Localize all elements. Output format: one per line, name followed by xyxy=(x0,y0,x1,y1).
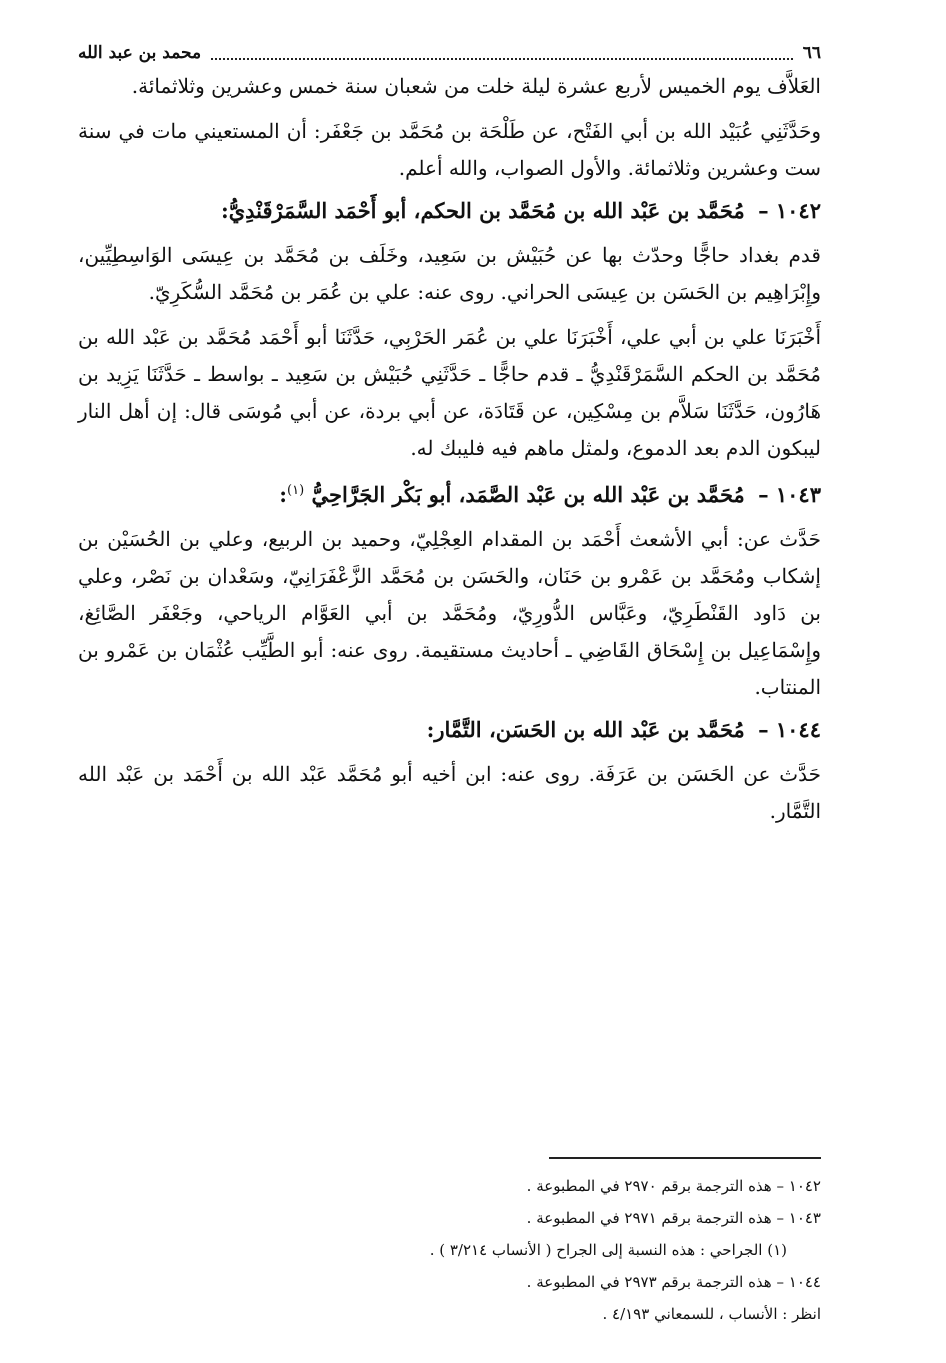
page-number: ٦٦ xyxy=(802,43,821,63)
entry-title: مُحَمَّد بن عَبْد الله بن عَبْد الصَّمَد، أبو بَكْر الجَرَّاحِيُّ xyxy=(311,482,745,507)
entry-title: مُحَمَّد بن عَبْد الله بن مُحَمَّد بن الحكم، أبو أَحْمَد السَّمَرْقَنْدِيُّ: xyxy=(220,198,745,223)
alternate-death-date-paragraph: وحَدَّثَنِي عُبَيْد الله بن أبي الفَتْح، عن طَلْحَة بن مُحَمَّد بن جَعْفَر: أن المستعيني مات في سنة ست وعشرين وثلاثمائة. والأول الصواب، والله أعلم. xyxy=(78,119,821,180)
entry-number: ١٠٤٣ – xyxy=(758,482,821,507)
footnote-line: ١٠٤٢ – هذه الترجمة برقم ٢٩٧٠ في المطبوعة . xyxy=(526,1177,821,1195)
running-head xyxy=(78,38,821,68)
footnote-line: ١٠٤٣ – هذه الترجمة برقم ٢٩٧١ في المطبوعة . xyxy=(526,1209,821,1227)
entry-1042-biography: قدم بغداد حاجًّا وحدّث بها عن حُبَيْش بن سَعِيد، وخَلَف بن مُحَمَّد بن عِيسَى الوَاسِطِيِّين، وإِبْرَاهِيم بن الحَسَن بن عِيسَى الحراني. روى عنه: علي بن عُمَر بن مُحَمَّد السُّكَرِيّ. xyxy=(78,243,821,304)
footnote-divider xyxy=(549,1157,821,1159)
entry-1043-biography: حَدَّث عن: أبي الأشعث أَحْمَد بن المقدام العِجْلِيّ، وحميد بن الربيع، وعلي بن الحُسَيْن بن إشكاب ومُحَمَّد بن عَمْرو بن حَنَان، والحَسَن بن مُحَمَّد الزَّعْفَرَانِيّ، وسَعْدان بن نَصْر، وعلي بن دَاود القَنْطَرِيّ، وعَبَّاس الدُّورِيّ، ومُحَمَّد بن أبي العَوَّام الرياحي، وجَعْفَر الصَّائِغ، وإِسْمَاعِيل بن إِسْحَاق القَاضِي ـ أحاديث مستقيمة. روى عنه: أبو الطَّيِّب عُثْمَان بن عَمْرو بن المنتاب. xyxy=(78,527,821,699)
leader-dots xyxy=(211,46,793,60)
footnote-reference[interactable]: (١) xyxy=(287,483,305,498)
entry-title: مُحَمَّد بن عَبْد الله بن الحَسَن، التَّمَّار: xyxy=(426,717,745,742)
footnote-line: انظر : الأنساب ، للسمعاني ٤/١٩٣ . xyxy=(602,1305,821,1323)
entry-heading-1044 xyxy=(78,710,821,750)
entry-heading-1042 xyxy=(78,191,821,231)
footnote-line: (١) الجراحي : هذه النسبة إلى الجراح ( الأنساب ٣/٢١٤ ) . xyxy=(429,1241,787,1259)
spacer xyxy=(78,311,821,319)
footnote-line: ١٠٤٤ – هذه الترجمة برقم ٢٩٧٣ في المطبوعة . xyxy=(526,1273,821,1291)
entry-number: ١٠٤٤ – xyxy=(758,717,821,742)
footnotes xyxy=(78,1170,821,1330)
entry-1044-biography: حَدَّث عن الحَسَن بن عَرَفَة. روى عنه: ابن أخيه أبو مُحَمَّد عَبْد الله بن أَحْمَد بن عَبْد الله التَّمَّار. xyxy=(78,762,822,823)
continuation-paragraph: العَلاَّف يوم الخميس لأربع عشرة ليلة خلت من شعبان سنة خمس وعشرين وثلاثمائة. xyxy=(131,74,821,98)
spacer xyxy=(78,105,821,113)
entry-number: ١٠٤٢ – xyxy=(758,198,821,223)
running-title: محمد بن عبد الله xyxy=(78,43,202,63)
entry-heading-1043 xyxy=(78,471,821,515)
entry-title-colon: : xyxy=(279,482,287,507)
entry-1042-hadith: أَخْبَرَنَا علي بن أبي علي، أَخْبَرَنَا علي بن عُمَر الحَرْبِي، حَدَّثَنَا أبو أَحْمَد مُحَمَّد بن عَبْد الله بن مُحَمَّد بن الحكم السَّمَرْقَنْدِيُّ ـ قدم حاجًّا ـ حَدَّثَنِي حُبَيْش بن سَعِيد ـ بواسط ـ حَدَّثَنَا يَزِيد بن هَارُون، حَدَّثَنَا سَلاَّم بن مِسْكِين، عن قَتَادَة، عن أبي بردة، عن أبي مُوسَى قال: إن أهل النار ليبكون الدم بعد الدموع، ولمثل ماهم فيه فليبك له. xyxy=(78,325,821,460)
